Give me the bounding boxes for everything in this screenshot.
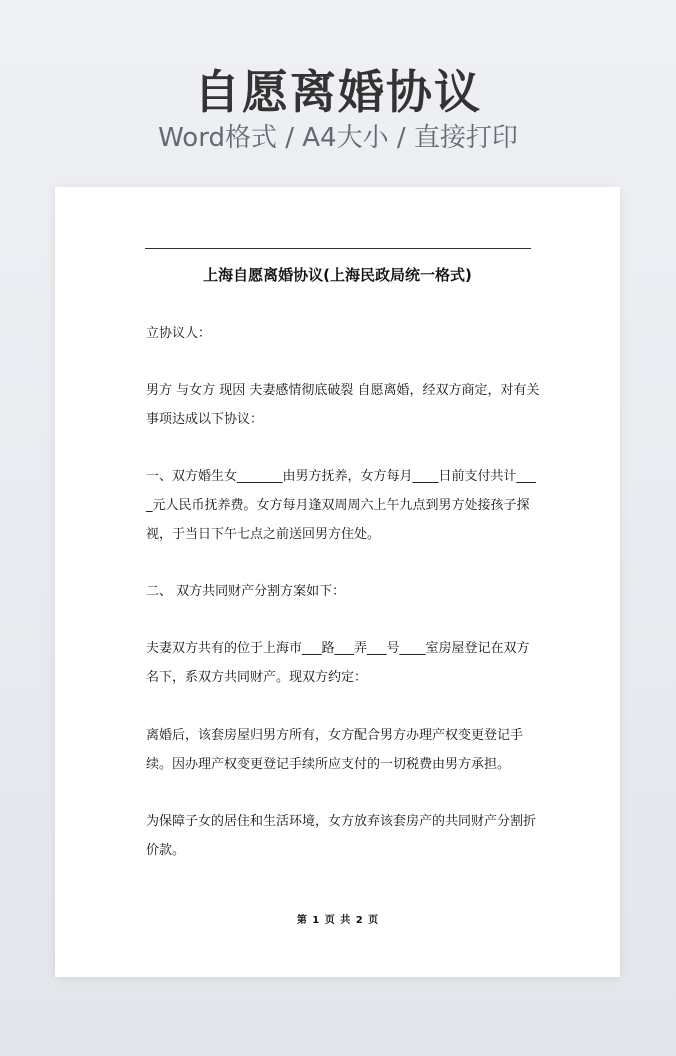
document-page	[55, 187, 620, 977]
paragraph-parties: 立协议人：	[146, 326, 212, 341]
paragraph-waiver: 为保障子女的居住和生活环境，女方放弃该套房产的共同财产分割折价款。	[146, 814, 537, 858]
paragraph-intro: 男方 与女方 现因 夫妻感情彻底破裂 自愿离婚，经双方商定，对有关事项达成以下协议：	[146, 383, 540, 427]
page-subtitle: Word格式 / A4大小 / 直接打印	[158, 123, 518, 153]
page-footer: 第 1 页 共 2 页	[296, 915, 379, 926]
paragraph-custody: 一、双方婚生女_______由男方抚养，女方每月____日前支付共计____元人民币抚养费。女方每月逢双周周六上午九点到男方处接孩子探视，于当日下午七点之前送回男方住处。	[146, 469, 537, 542]
header-rule	[145, 248, 531, 249]
paragraph-property-desc: 夫妻双方共有的位于上海市___路___弄___号____室房屋登记在双方名下，系双方共同财产。现双方约定：	[146, 641, 530, 685]
page-title: 自愿离婚协议	[194, 65, 482, 119]
paragraph-property-terms: 离婚后，该套房屋归男方所有，女方配合男方办理产权变更登记手续。因办理产权变更登记手续所应支付的一切税费由男方承担。	[146, 728, 524, 772]
paragraph-property-heading: 二、 双方共同财产分割方案如下：	[146, 584, 346, 599]
document-title: 上海自愿离婚协议(上海民政局统一格式)	[203, 266, 472, 284]
